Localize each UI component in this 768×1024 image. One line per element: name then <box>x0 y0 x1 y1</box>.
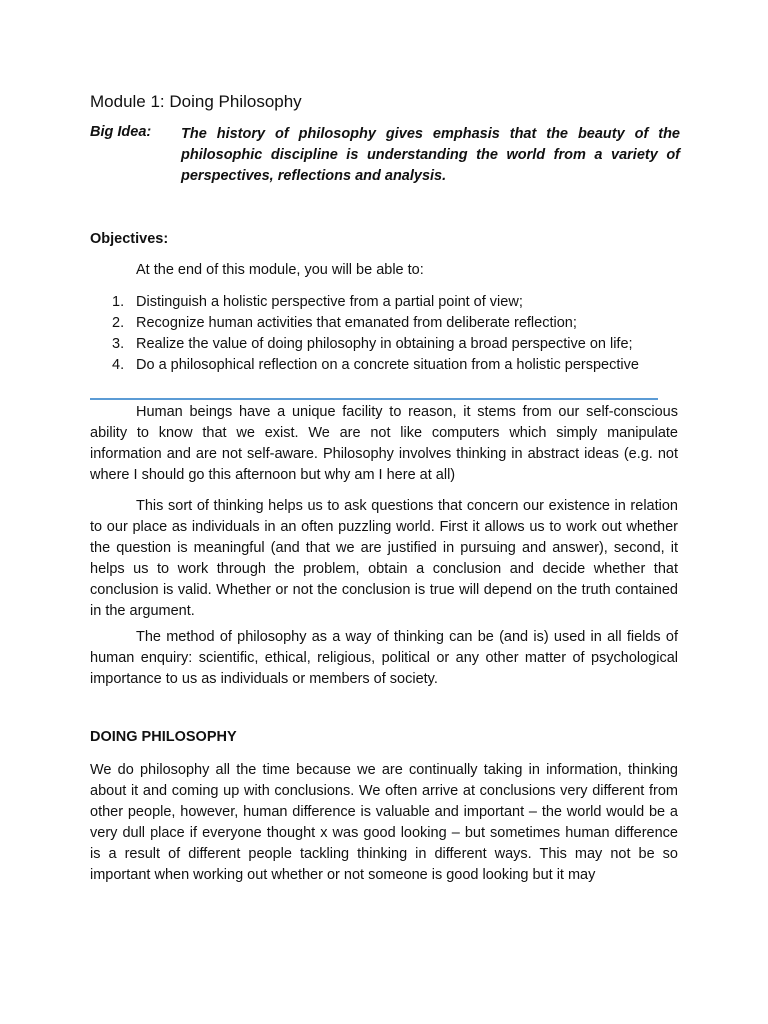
objectives-intro: At the end of this module, you will be able to: <box>136 262 424 278</box>
objective-number: 4. <box>112 357 125 373</box>
objective-text: Do a philosophical reflection on a concrete situation from a holistic perspective <box>136 357 639 373</box>
objective-number: 2. <box>112 315 125 331</box>
big-idea-text: The history of philosophy gives emphasis that the beauty of the philosophic discipline is understanding the world from a variety of perspectives, reflections and analysis. <box>181 126 680 184</box>
objective-number: 3. <box>112 336 125 352</box>
objective-item <box>90 334 690 355</box>
objective-text: Distinguish a holistic perspective from a partial point of view; <box>136 294 523 310</box>
body-paragraph <box>90 402 678 486</box>
body-paragraph <box>90 627 678 690</box>
body-paragraph <box>90 496 678 622</box>
section-divider <box>90 398 658 400</box>
objective-number: 1. <box>112 294 125 310</box>
big-idea-label: Big Idea: <box>90 124 152 140</box>
paragraph-text: Human beings have a unique facility to reason, it stems from our self-conscious ability to know that we exist. We are not like computers which simply manipulate information and are not self-aware. Philosophy involves thinking in abstract ideas (e.g. not where I should go this afternoon but why am I here at all) <box>90 404 678 483</box>
objective-item <box>90 355 690 376</box>
paragraph-text: The method of philosophy as a way of thinking can be (and is) used in all fields of human enquiry: scientific, ethical, religious, political or any other matter of psychological importance to us as individuals or members of society. <box>90 629 678 687</box>
paragraph-text: This sort of thinking helps us to ask questions that concern our existence in relation to our place as individuals in an often puzzling world. First it allows us to work out whether the question is meaningful (and that we are justified in pursuing and answer), second, it helps us to work through the problem, obtain a conclusion and decide whether that conclusion is valid. Whether or not the conclusion is true will depend on the truth contained in the argument. <box>90 498 678 619</box>
objective-text: Recognize human activities that emanated from deliberate reflection; <box>136 315 577 331</box>
section-heading: DOING PHILOSOPHY <box>90 729 237 745</box>
objective-text: Realize the value of doing philosophy in obtaining a broad perspective on life; <box>136 336 633 352</box>
objectives-list <box>90 292 690 376</box>
module-title: Module 1: Doing Philosophy <box>90 92 302 111</box>
objectives-heading: Objectives: <box>90 231 169 247</box>
section-paragraph: We do philosophy all the time because we are continually taking in information, thinking about it and coming up with conclusions. We often arrive at conclusions very different from other people, however, human difference is valuable and important – the world would be a very dull place if everyone thought x was good looking – but sometimes human difference is a result of different people tackling thinking in different ways. This may not be so important when working out whether or not someone is good looking but it may <box>90 762 678 883</box>
objective-item <box>90 313 690 334</box>
objective-item <box>90 292 690 313</box>
